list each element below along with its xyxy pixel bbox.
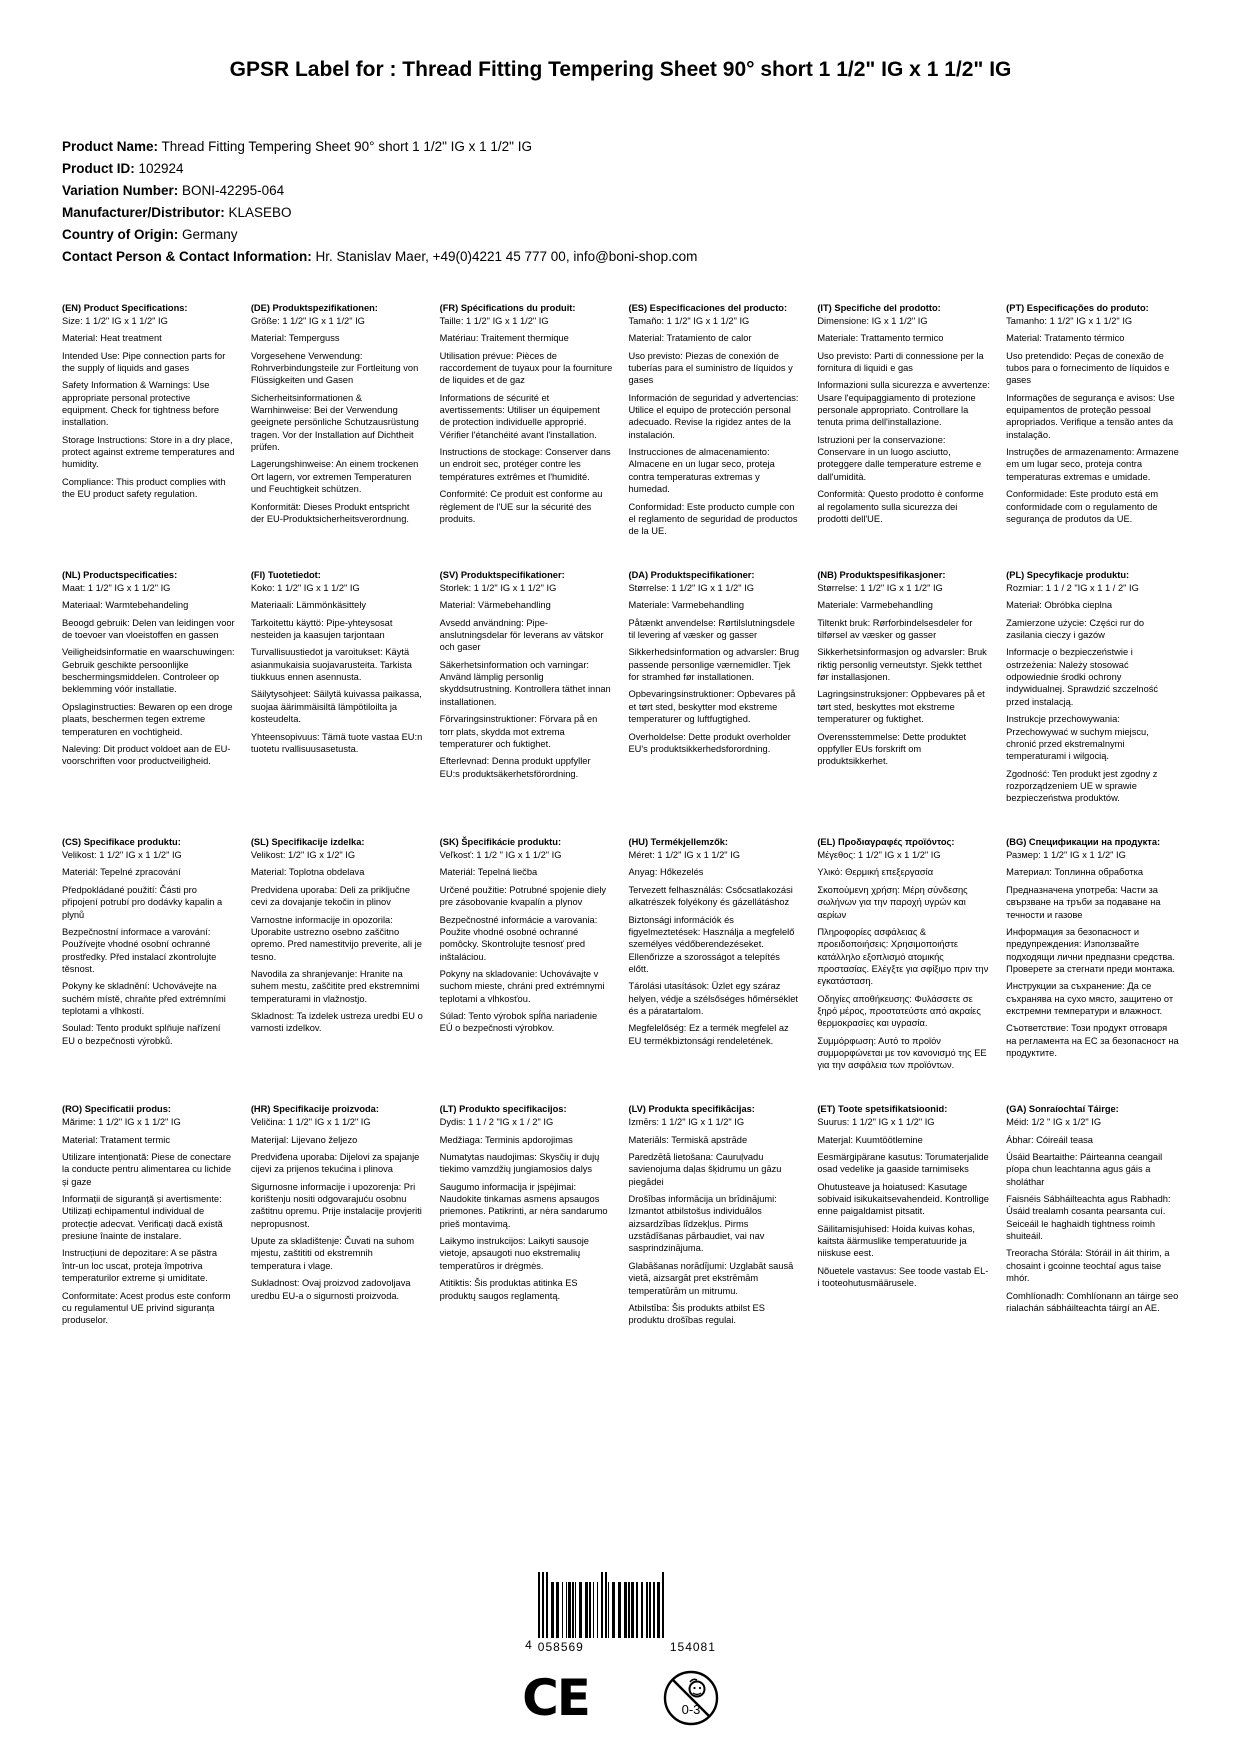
country-of-origin-label: Country of Origin: (62, 226, 179, 242)
spec-line: Beoogd gebruik: Delen van leidingen voor de toevoer van vloeistoffen en gassen (62, 617, 235, 641)
spec-line: Atitiktis: Šis produktas atitinka ES produktų saugos reglamentą. (439, 1278, 578, 1301)
spec-line: Yhteensopivuus: Tämä tuote vastaa EU:n tuotetu rvallisuusasetusta. (250, 731, 423, 754)
spec-language-header: (HR) Specifikacije proizvoda: (250, 1103, 379, 1114)
spec-line: Opbevaringsinstruktioner: Opbevares på et tørt sted, beskytter mod ekstreme temperaturer og luftfugtighed. (628, 689, 796, 725)
spec-line: Материал: Топлинна обработка (1006, 867, 1144, 878)
spec-cell (62, 836, 235, 1103)
spec-line: Compliance: This product complies with the EU product safety regulation. (62, 476, 226, 500)
spec-cell (628, 569, 801, 836)
spec-line: Съответствие: Този продукт отговаря на регламента на ЕС за безопасност на продуктите. (1006, 1023, 1179, 1059)
spec-line: Material: Värmebehandling (439, 600, 551, 611)
spec-cell (251, 836, 424, 1103)
compliance-marks (0, 1670, 1241, 1726)
spec-line: Ohutusteave ja hoiatused: Kasutage sobivaid isikukaitsevahendeid. Kontrollige enne paigaldamist pitsatit. (817, 1181, 989, 1217)
spec-line: Safety Information & Warnings: Use appropriate personal protective equipment. Check for tightness before installation. (62, 380, 220, 428)
meta-row-product-name (62, 136, 1179, 158)
spec-line: Bezpečnostní informace a varování: Používejte vhodné osobní ochranné prostředky. Před instalací zkontrolujte těsnost. (62, 926, 217, 974)
spec-cell (817, 569, 990, 836)
spec-cell (817, 302, 990, 569)
spec-line: Matériau: Traitement thermique (439, 333, 569, 344)
barcode-block (0, 1572, 1241, 1654)
spec-cell (1006, 1103, 1179, 1358)
spec-line: Lagerungshinweise: An einem trockenen Ort lagern, vor extremen Temperaturen und Feuchtigkeit schützen. (250, 459, 419, 495)
spec-line: Informacje o bezpieczeństwie i ostrzeżenia: Należy stosować odpowiednie środki ochrony indywidualnej. Sprawdzić szczelność przed instalacją. (1006, 647, 1159, 707)
spec-line: Materiale: Varmebehandling (628, 600, 745, 611)
spec-language-header: (IT) Specifiche del prodotto: (817, 302, 941, 313)
spec-line: Méret: 1 1/2" IG x 1 1/2" IG (628, 850, 740, 861)
spec-line: Materiaali: Lämmönkäsittely (250, 600, 367, 611)
spec-line: Uso pretendido: Peças de conexão de tubos para o fornecimento de líquidos e gases (1006, 350, 1170, 386)
spec-line: Pokyny ke skladnění: Uchovávejte na suchém místě, chraňte před extrémními teplotami a vlhkostí. (62, 981, 226, 1017)
spec-line: Storage Instructions: Store in a dry place, protect against extreme temperatures and humidity. (62, 434, 235, 470)
spec-line: Paredzētā lietošana: Cauruļvadu savienojuma daļas šķidrumu un gāzu piegādei (628, 1151, 782, 1187)
spec-line: Eesmärgipärane kasutus: Torumaterjalide osad vedelike ja gaaside tarnimiseks (817, 1151, 989, 1175)
barcode-bar (662, 1572, 664, 1638)
spec-line: Súlad: Tento výrobok spĺňa nariadenie EÚ o bezpečnosti výrobkov. (439, 1011, 598, 1034)
spec-line: Materiál: Tepelná liečba (439, 867, 538, 878)
spec-line: Comhlíonadh: Comhlíonann an táirge seo rialachán sábháilteachta táirgí an AE. (1006, 1290, 1179, 1313)
spec-line: Veličina: 1 1/2" IG x 1 1/2" IG (250, 1117, 371, 1128)
spec-line: Tervezett felhasználás: Csőcsatlakozási alkatrészek folyékony és gázellátáshoz (628, 884, 793, 908)
spec-line: Rozmiar: 1 1 / 2 "IG x 1 1 / 2" IG (1006, 582, 1139, 593)
spec-line: Materiaal: Warmtebehandeling (62, 600, 189, 611)
spec-cell (817, 836, 990, 1103)
spec-language-header: (LT) Produkto specifikacijos: (439, 1103, 567, 1114)
spec-line: Tiltenkt bruk: Rørforbindelsesdeler for tilførsel av væsker og gasser (817, 617, 973, 641)
spec-line: Conformitate: Acest produs este conform cu regulamentul UE privind siguranța produselor. (62, 1290, 231, 1326)
spec-line: Größe: 1 1/2" IG x 1 1/2" IG (250, 315, 365, 326)
spec-line: Navodila za shranjevanje: Hranite na suhem mestu, zaščitite pred ekstremnimi temperaturami in vlažnostjo. (250, 968, 420, 1004)
spec-line: Πληροφορίες ασφάλειας & προειδοποιήσεις: Χρησιμοποιήστε κατάλληλο εξοπλισμό ατομικής προστασίας. Ελέγξτε για σφίξιμο πριν την εγκατάσταση. (817, 926, 989, 987)
spec-line: Veľkosť: 1 1/2 " IG x 1 1/2" IG (439, 850, 562, 861)
spec-line: Saugumo informacija ir įspėjimai: Naudokite tinkamas asmens apsaugos priemones. Patikrinti, ar nėra sandarumo prieš montavimą. (439, 1181, 608, 1229)
spec-language-header: (HU) Termékjellemzők: (628, 836, 729, 847)
spec-cell (628, 302, 801, 569)
age-mark-label: 0-3 (681, 1702, 701, 1717)
spec-line: Sikkerhetsinformasjon og advarsler: Bruk riktig personlig verneutstyr. Sjekk tetthet før installasjonen. (817, 647, 987, 683)
spec-line: Materiale: Trattamento termico (817, 333, 944, 344)
spec-line: Izmērs: 1 1/2" IG x 1 1/2" IG (628, 1117, 745, 1128)
spec-language-header: (FR) Spécifications du produit: (439, 302, 576, 313)
page-title: GPSR Label for : Thread Fitting Tempering Sheet 90° short 1 1/2" IG x 1 1/2" IG (229, 58, 1012, 81)
spec-cell (628, 1103, 801, 1358)
spec-language-header: (GA) Sonraíochtaí Táirge: (1006, 1103, 1119, 1114)
spec-line: Utilisation prévue: Pièces de raccordement de tuyaux pour la fourniture de liquides et de gaz (439, 350, 613, 386)
spec-line: Treoracha Stórála: Stóráil in áit thirim, a chosaint i gcoinne teochtaí agus taise mhór. (1006, 1248, 1170, 1284)
spec-line: Συμμόρφωση: Αυτό το προϊόν συμμορφώνεται με τον κανονισμό της ΕΕ για την ασφάλεια των προϊόντων. (817, 1035, 987, 1071)
spec-line: Størrelse: 1 1/2" IG x 1 1/2" IG (817, 582, 943, 593)
spec-line: Utilizare intenționată: Piese de conectare la conducte pentru alimentarea cu lichide și gaze (62, 1151, 231, 1187)
spec-language-header: (EL) Προδιαγραφές προϊόντος: (817, 836, 955, 847)
manufacturer-value: KLASEBO (228, 204, 292, 220)
spec-line: Dimensione: IG x 1 1/2" IG (817, 315, 928, 326)
product-name-label: Product Name: (62, 139, 159, 155)
spec-line: Conformité: Ce produit est conforme au règlement de l'UE sur la sécurité des produits. (439, 489, 603, 524)
meta-row-manufacturer (62, 202, 1179, 224)
spec-language-header: (PL) Specyfikacje produktu: (1006, 569, 1130, 580)
product-id-value: 102924 (138, 161, 184, 177)
spec-line: Säilytysohjeet: Säilytä kuivassa paikassa, suojaa äärimmäisiltä lämpötiloilta ja kosteudelta. (250, 689, 422, 725)
spec-line: Soulad: Tento produkt splňuje nařízení EU o bezpečnosti výrobků. (62, 1023, 221, 1046)
spec-line: Informații de siguranță și avertismente: Utilizați echipamentul individual de protecție adecvat. Verificați dacă există presiune înainte de instalare. (62, 1193, 223, 1242)
spec-line: Drošības informācija un brīdinājumi: Izmantot atbilstošus individuālos aizsardzības līdzekļus. Pirms uzstādīšanas pārbaudiet, vai nav sasprindzinājuma. (628, 1193, 777, 1254)
product-name-value: Thread Fitting Tempering Sheet 90° short 1 1/2" IG x 1 1/2" IG (161, 139, 532, 155)
spec-cell (440, 569, 613, 836)
spec-line: Størrelse: 1 1/2" IG x 1 1/2" IG (628, 582, 754, 593)
spec-line: Laikymo instrukcijos: Laikyti sausoje vietoje, apsaugoti nuo ekstremalių temperatūros ir drėgmės. (439, 1236, 589, 1271)
spec-line: Materiāls: Termiskā apstrāde (628, 1134, 748, 1145)
spec-line: Zgodność: Ten produkt jest zgodny z rozporządzeniem UE w sprawie bezpieczeństwa produktów. (1006, 768, 1158, 804)
footer-marks (0, 1572, 1241, 1726)
variation-number-label: Variation Number: (62, 183, 179, 199)
spec-line: Sikkerhedsinformation og advarsler: Brug passende personlige værnemidler. Tjek for stramhed før installationen. (628, 647, 800, 683)
barcode-digits-group-2: 154081 (669, 1640, 716, 1654)
spec-line: Tárolási utasítások: Üzlet egy száraz helyen, védje a szélsőséges hőmérséklet és a páratartalom. (628, 981, 798, 1017)
spec-language-header: (SL) Specifikacije izdelka: (250, 836, 365, 847)
spec-line: Uso previsto: Piezas de conexión de tuberías para el suministro de líquidos y gases (628, 350, 793, 386)
spec-cell (1006, 569, 1179, 836)
spec-line: Size: 1 1/2" IG x 1 1/2" IG (62, 315, 168, 326)
spec-line: Velikost: 1 1/2" IG x 1 1/2" IG (62, 850, 182, 861)
spec-line: Materiál: Tepelné zpracování (62, 867, 181, 878)
spec-line: Méid: 1/2 " IG x 1/2" IG (1006, 1117, 1102, 1128)
spec-line: Οδηγίες αποθήκευσης: Φυλάσσετε σε ξηρό μέρος, προστατεύστε από ακραίες θερμοκρασίες και υγρασία. (817, 993, 981, 1029)
spec-line: Säilitamisjuhised: Hoida kuivas kohas, kaitsta äärmuslike temperatuuride ja niiskuse eest. (817, 1223, 975, 1259)
meta-row-variation-number (62, 180, 1179, 202)
manufacturer-label: Manufacturer/Distributor: (62, 204, 225, 220)
spec-language-header: (EN) Product Specifications: (62, 302, 188, 313)
spec-line: Medžiaga: Terminis apdorojimas (439, 1134, 573, 1145)
spec-line: Conformidad: Este producto cumple con el reglamento de seguridad de productos de la UE. (628, 501, 798, 537)
spec-line: Konformität: Dieses Produkt entspricht der EU-Produktsicherheitsverordnung. (250, 501, 410, 524)
spec-line: Varnostne informacije in opozorila: Uporabite ustrezno osebno zaščitno opremo. Pred namestitvijo preverite, ali je tesno. (250, 914, 422, 962)
spec-line: Lagringsinstruksjoner: Oppbevares på et tørt sted, beskyttes mot ekstreme temperaturer og fuktighet. (817, 689, 985, 725)
barcode-bars (538, 1572, 716, 1638)
spec-line: Glabāšanas norādījumi: Uzglabāt sausā vietā, aizsargāt pret ekstrēmām temperatūrām un mitrumu. (628, 1260, 794, 1296)
spec-line: Dydis: 1 1 / 2 "IG x 1 / 2" IG (439, 1117, 554, 1128)
spec-language-header: (DE) Produktspezifikationen: (250, 302, 378, 313)
spec-line: Storlek: 1 1/2" IG x 1 1/2" IG (439, 582, 557, 593)
spec-line: Bezpečnostné informácie a varovania: Použite vhodné osobné ochranné pomôcky. Skontrolujte tesnosť pred inštaláciou. (439, 914, 598, 962)
spec-language-header: (LV) Produkta specifikācijas: (628, 1103, 755, 1114)
ce-mark-icon: CE (522, 1669, 589, 1727)
language-specification-grid (62, 302, 1179, 1358)
spec-line: Předpokládané použití: Části pro připojení potrubí pro dodávky kapalin a plynů (62, 884, 223, 920)
meta-row-contact (62, 246, 1179, 268)
spec-line: Predvidena uporaba: Deli za priključne cevi za dovajanje tekočin in plinov (250, 884, 411, 908)
spec-line: Μέγεθος: 1 1/2" IG x 1 1/2" IG (817, 850, 941, 861)
spec-line: Material: Tratament termic (62, 1134, 170, 1145)
product-meta (62, 136, 1179, 267)
spec-line: Suurus: 1 1/2" IG x 1 1/2" IG (817, 1117, 935, 1128)
spec-language-header: (ET) Toote spetsifikatsioonid: (817, 1103, 948, 1114)
variation-number-value: BONI-42295-064 (182, 183, 285, 199)
country-of-origin-value: Germany (182, 226, 238, 242)
spec-line: Conformidade: Este produto está em conformidade com o regulamento de segurança de produtos da UE. (1006, 489, 1159, 524)
contact-label: Contact Person & Contact Information: (62, 248, 312, 264)
spec-line: Pokyny na skladovanie: Uchovávajte v suchom mieste, chráni pred extrémnymi teplotami a vlhkosťou. (439, 968, 605, 1004)
spec-line: Materijal: Lijevano željezo (250, 1134, 358, 1145)
spec-line: Размер: 1 1/2" IG x 1 1/2" IG (1006, 850, 1126, 861)
spec-language-header: (SK) Špecifikácie produktu: (439, 836, 562, 847)
spec-language-header: (NB) Produktspesifikasjoner: (817, 569, 946, 580)
spec-cell (440, 1103, 613, 1358)
spec-language-header: (RO) Specificatii produs: (62, 1103, 171, 1114)
spec-line: Skladnost: Ta izdelek ustreza uredbi EU o varnosti izdelkov. (250, 1011, 423, 1034)
spec-cell (817, 1103, 990, 1358)
spec-line: Nõuetele vastavus: See toode vastab EL-i tooteohutusmäärusele. (817, 1265, 989, 1289)
spec-line: Predviđena uporaba: Dijelovi za spajanje cijevi za prijenos tekućina i plinova (250, 1151, 420, 1175)
spec-line: Material: Heat treatment (62, 333, 162, 344)
spec-line: Instrukcje przechowywania: Przechowywać w suchym miejscu, chronić przed ekstremalnymi temperaturami i wilgocią. (1006, 714, 1149, 762)
spec-language-header: (CS) Specifikace produktu: (62, 836, 181, 847)
spec-line: Materiał: Obróbka cieplna (1006, 600, 1113, 611)
spec-line: Υλικό: Θερμική επεξεργασία (817, 867, 934, 878)
spec-line: Säkerhetsinformation och varningar: Använd lämplig personlig skyddsutrustning. Kontrollera täthet innan installationen. (439, 659, 611, 707)
spec-cell (440, 836, 613, 1103)
spec-line: Ábhar: Cóireáil teasa (1006, 1134, 1093, 1145)
spec-line: Overensstemmelse: Dette produktet oppfyller EUs forskrift om produktsikkerhet. (817, 731, 967, 767)
spec-line: Uso previsto: Parti di connessione per la fornitura di liquidi e gas (817, 350, 984, 373)
spec-cell (62, 1103, 235, 1358)
spec-line: Materiale: Varmebehandling (817, 600, 933, 611)
spec-cell (628, 836, 801, 1103)
spec-line: Anyag: Hőkezelés (628, 867, 704, 878)
spec-line: Tamaño: 1 1/2" IG x 1 1/2" IG (628, 315, 750, 326)
spec-line: Material: Tratamento térmico (1006, 333, 1125, 344)
spec-line: Vorgesehene Verwendung: Rohrverbindungsteile zur Fortleitung von Flüssigkeiten und Gasen (250, 350, 419, 386)
spec-line: Intended Use: Pipe connection parts for the supply of liquids and gases (62, 350, 226, 373)
product-id-label: Product ID: (62, 161, 135, 177)
meta-row-country-of-origin (62, 224, 1179, 246)
spec-language-header: (DA) Produktspecifikationer: (628, 569, 755, 580)
spec-line: Koko: 1 1/2" IG x 1 1/2" IG (250, 582, 360, 593)
spec-line: Инструкции за съхранение: Да се съхранява на сухо място, защитено от екстремни температури и влажност. (1006, 981, 1174, 1017)
barcode-left-digit: 4 (525, 1638, 532, 1652)
spec-cell (1006, 302, 1179, 569)
spec-line: Biztonsági információk és figyelmeztetések: Használja a megfelelő személyes védőberendezéseket. Ellenőrizze a szorosságot a telepítés előtt. (628, 914, 795, 974)
spec-line: Informations de sécurité et avertissements: Utiliser un équipement de protection individuelle approprié. Vérifier l'étanchéité avant l'installation. (439, 392, 600, 440)
spec-line: Material: Temperguss (250, 333, 340, 344)
spec-line: Veiligheidsinformatie en waarschuwingen: Gebruik geschikte persoonlijke beschermingsmiddelen. Controleer op beklemming vóór installatie. (62, 647, 235, 695)
spec-line: Instrucțiuni de depozitare: A se păstra într-un loc uscat, proteja împotriva temperaturilor extreme și umiditate. (62, 1248, 218, 1284)
spec-line: Tamanho: 1 1/2" IG x 1 1/2" IG (1006, 315, 1133, 326)
spec-line: Sukladnost: Ovaj proizvod zadovoljava uredbu EU-a o sigurnosti proizvoda. (250, 1278, 411, 1301)
spec-language-header: (PT) Especificações do produto: (1006, 302, 1149, 313)
spec-line: Atbilstība: Šis produkts atbilst ES produktu drošības regulai. (628, 1302, 765, 1326)
age-warning-0-3-icon (663, 1670, 719, 1726)
spec-line: Instructions de stockage: Conserver dans un endroit sec, protéger contre les températures extrêmes et l'humidité. (439, 447, 611, 482)
spec-line: Megfelelőség: Ez a termék megfelel az EU termékbiztonsági rendeletének. (628, 1023, 789, 1046)
spec-language-header: (FI) Tuotetiedot: (250, 569, 321, 580)
spec-line: Faisnéis Sábháilteachta agus Rabhadh: Úsáid trealamh cosanta pearsanta cuí. Seiceáil le haghaidh tightness roimh shuiteáil. (1006, 1193, 1171, 1242)
spec-line: Avsedd användning: Pipe-anslutningsdelar för leverans av vätskor och gaser (439, 617, 604, 653)
spec-line: Sigurnosne informacije i upozorenja: Pri korištenju nositi odgovarajuću osobnu zaštitnu opremu. Prije instalacije provjeriti nepropusnost. (250, 1181, 422, 1229)
spec-line: Предназначена употреба: Части за свързване на тръби за подаване на течности и газове (1006, 884, 1161, 920)
spec-line: Určené použitie: Potrubné spojenie diely pre zásobovanie kvapalín a plynov (439, 884, 607, 908)
spec-line: Opslaginstructies: Bewaren op een droge plaats, beschermen tegen extreme temperaturen en vochtigheid. (62, 701, 233, 737)
spec-cell (1006, 836, 1179, 1103)
spec-line: Instruções de armazenamento: Armazene em um lugar seco, proteja contra temperaturas extremas e umidade. (1006, 447, 1179, 482)
spec-cell (251, 1103, 424, 1358)
barcode-digits (538, 1640, 716, 1654)
spec-line: Numatytas naudojimas: Skysčių ir dujų tiekimo vamzdžių jungiamosios dalys (439, 1151, 600, 1175)
spec-line: Información de seguridad y advertencias: Utilice el equipo de protección personal adecuado. Revise la rigidez antes de la instalación. (628, 392, 799, 440)
spec-cell (440, 302, 613, 569)
spec-line: Úsáid Beartaithe: Páirteanna ceangail píopa chun leachtanna agus gáis a sholáthar (1006, 1151, 1163, 1187)
spec-line: Istruzioni per la conservazione: Conservare in un luogo asciutto, proteggere dalle temperature estreme e dall'umidità. (817, 434, 982, 482)
spec-line: Förvaringsinstruktioner: Förvara på en torr plats, skydda mot extrema temperaturer och fuktighet. (439, 714, 598, 749)
spec-cell (62, 302, 235, 569)
spec-line: Tarkoitettu käyttö: Pipe-yhteysosat nesteiden ja kaasujen tarjontaan (250, 617, 393, 641)
spec-line: Conformità: Questo prodotto è conforme al regolamento sulla sicurezza dei prodotti dell'UE. (817, 489, 984, 524)
spec-line: Mărime: 1 1/2" IG x 1 1/2" IG (62, 1117, 181, 1128)
spec-cell (62, 569, 235, 836)
spec-line: Material: Toplotna obdelava (250, 867, 365, 878)
spec-line: Overholdelse: Dette produkt overholder EU's produktsikkerhedsforordning. (628, 731, 791, 754)
spec-line: Påtænkt anvendelse: Rørtilslutningsdele til levering af væsker og gasser (628, 617, 795, 641)
spec-line: Σκοπούμενη χρήση: Μέρη σύνδεσης σωλήνων για την παροχή υγρών και αερίων (817, 884, 968, 920)
spec-language-header: (ES) Especificaciones del producto: (628, 302, 788, 313)
spec-line: Efterlevnad: Denna produkt uppfyller EU:s produktsäkerhetsförordning. (439, 756, 591, 779)
spec-line: Информация за безопасност и предупреждения: Използвайте подходящи лични предпазни средства. Проверете за стегнати преди монтажа. (1006, 926, 1176, 974)
barcode-digits-group-1: 058569 (537, 1640, 584, 1654)
spec-line: Taille: 1 1/2" IG x 1 1/2" IG (439, 315, 549, 326)
spec-line: Informazioni sulla sicurezza e avvertenze: Usare l'equipaggiamento di protezione personale appropriato. Controllare la tenuta prima dell'installazione. (817, 380, 990, 428)
spec-language-header: (BG) Спецификации на продукта: (1006, 836, 1161, 847)
spec-language-header: (NL) Productspecificaties: (62, 569, 178, 580)
spec-line: Sicherheitsinformationen & Warnhinweise: Bei der Verwendung geeignete persönliche Schutzausrüstung tragen. Vor der Installation auf Dichtheit prüfen. (250, 392, 419, 453)
spec-cell (251, 569, 424, 836)
spec-line: Naleving: Dit product voldoet aan de EU-voorschriften voor productveiligheid. (62, 743, 231, 767)
spec-line: Velikost: 1/2" IG x 1/2" IG (250, 850, 356, 861)
spec-line: Upute za skladištenje: Čuvati na suhom mjestu, zaštititi od ekstremnih temperatura i vlage. (250, 1236, 415, 1271)
spec-line: Maat: 1 1/2" IG x 1 1/2" IG (62, 582, 171, 593)
spec-line: Turvallisuustiedot ja varoitukset: Käytä asianmukaisia suojavarusteita. Tarkista tiukkuus ennen asennusta. (250, 647, 412, 683)
spec-language-header: (SV) Produktspecifikationer: (439, 569, 565, 580)
spec-line: Material: Tratamiento de calor (628, 333, 752, 344)
spec-line: Materjal: Kuumtöötlemine (817, 1134, 923, 1145)
spec-line: Zamierzone użycie: Części rur do zasilania cieczy i gazów (1006, 617, 1145, 641)
spec-cell (251, 302, 424, 569)
spec-line: Instrucciones de almacenamiento: Almacene en un lugar seco, proteja contra temperaturas extremas y humedad. (628, 447, 775, 495)
meta-row-product-id (62, 158, 1179, 180)
spec-line: Informações de segurança e avisos: Use equipamentos de proteção pessoal apropriados. Verifique a tensão antes da instalação. (1006, 392, 1175, 440)
contact-value: Hr. Stanislav Maer, +49(0)4221 45 777 00, info@boni-shop.com (315, 248, 698, 264)
